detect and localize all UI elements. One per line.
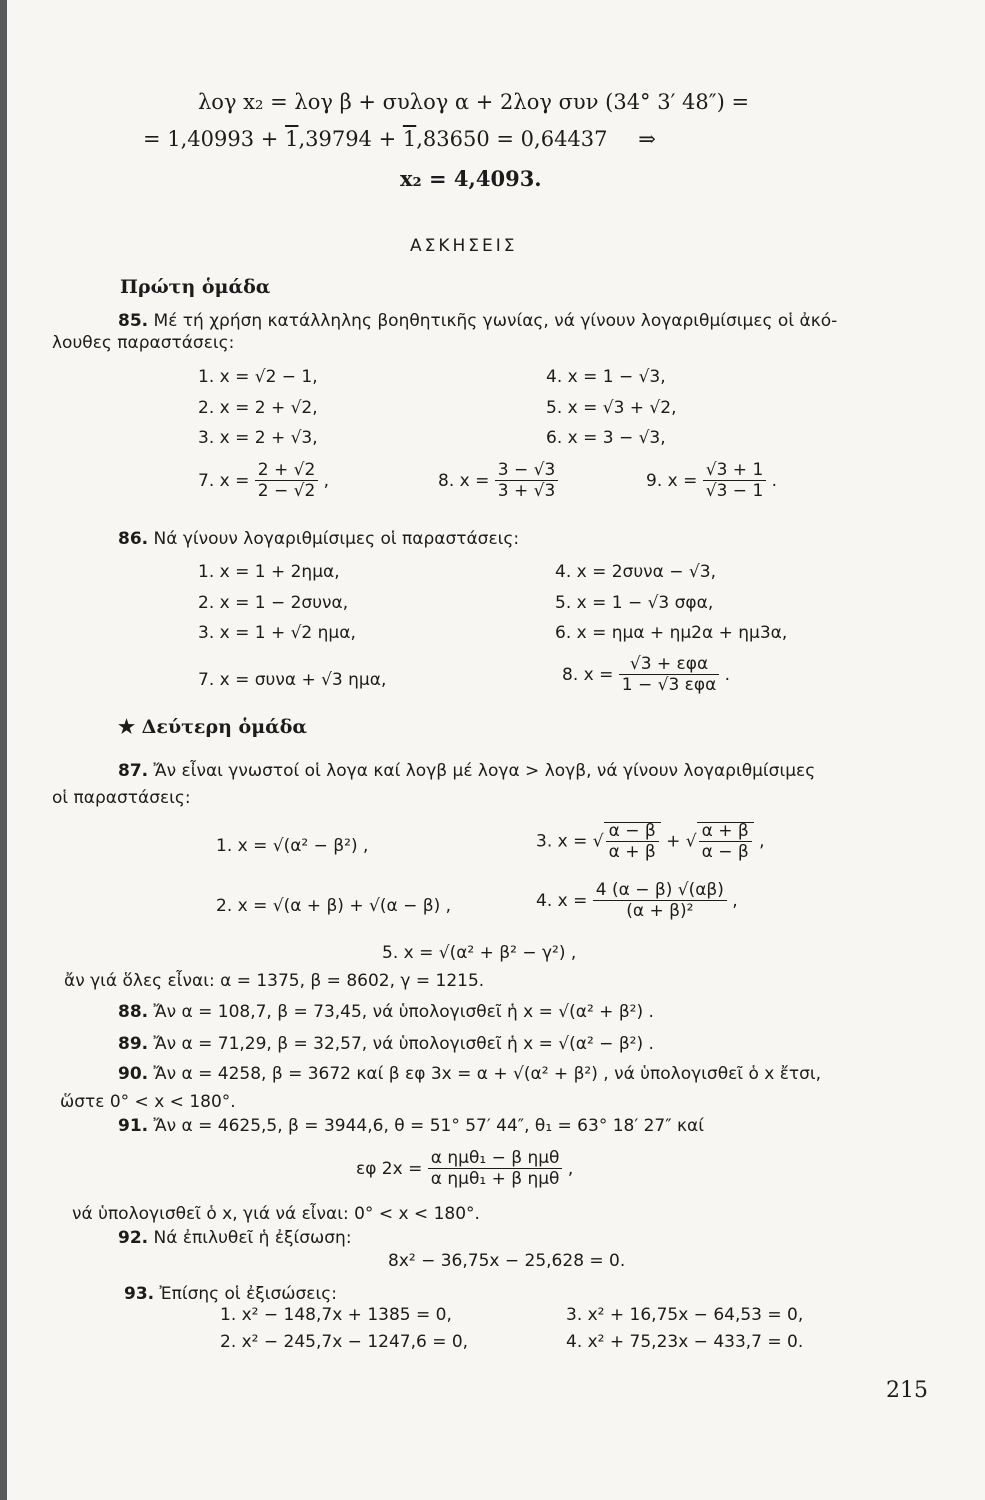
- ex86-item-3: 3. x = 1 + √2 ημα,: [198, 623, 356, 643]
- implies-arrow: ⇒: [638, 127, 656, 151]
- intro-line-2: = 1,40993 + 1,39794 + 1,83650 = 0,64437 ⇒: [143, 127, 656, 151]
- ex85-item-9: 9. x = $\frac{√3 + 1}{√3 - 1}$ .: [646, 460, 778, 501]
- ex85-item-6: 6. x = 3 − √3,: [546, 428, 666, 448]
- ex85-item-7: 7. x = $\frac{2 + √2}{2 - √2}$ ,: [198, 460, 330, 501]
- exercise-86-text: 86. Νά γίνουν λογαριθμίσιμες οἱ παραστάσεις:: [118, 529, 520, 549]
- exercise-93-text: 93. Ἐπίσης οἱ ἐξισώσεις:: [124, 1284, 337, 1304]
- exercise-90-text: 90. Ἄν α = 4258, β = 3672 καί β εφ 3x = α + √(α² + β²) , νά ὑπολογισθεῖ ὁ x ἔτσι,: [118, 1064, 822, 1084]
- exercise-88-text: 88. Ἄν α = 108,7, β = 73,45, νά ὑπολογισθεῖ ἡ x = √(α² + β²) .: [118, 1002, 654, 1022]
- exercise-85-text: 85. Μέ τή χρήση κατάλληλης βοηθητικῆς γωνίας, νά γίνουν λογαριθμίσιμες οἱ ἀκό-: [118, 311, 838, 331]
- ex85-item-1: 1. x = √2 − 1,: [198, 367, 318, 387]
- ex87-item-2: 2. x = √(α + β) + √(α − β) ,: [216, 896, 452, 916]
- exercise-90-text-cont: ὥστε 0° < x < 180°.: [60, 1092, 236, 1112]
- page-number: 215: [886, 1378, 928, 1403]
- ex86-item-8: 8. x = $\frac{\text{√3 + εφα}}{\text{1 − √3 εφα}}$ .: [562, 654, 731, 695]
- ex86-item-2: 2. x = 1 − 2συνα,: [198, 593, 349, 613]
- ex86-item-6: 6. x = ημα + ημ2α + ημ3α,: [555, 623, 788, 643]
- exercise-92-text: 92. Νά ἐπιλυθεῖ ἡ ἐξίσωση:: [118, 1228, 352, 1248]
- intro-result: x₂ = 4,4093.: [400, 166, 542, 191]
- exercise-91-text: 91. Ἄν α = 4625,5, β = 3944,6, θ = 51° 57′ 44″, θ₁ = 63° 18′ 27″ καί: [118, 1116, 704, 1136]
- ex92-equation: 8x² − 36,75x − 25,628 = 0.: [388, 1251, 626, 1271]
- exercise-85-text-cont: λουθες παραστάσεις:: [52, 333, 235, 353]
- ex93-equation-2: 2. x² − 245,7x − 1247,6 = 0,: [220, 1332, 469, 1352]
- page-binding-edge: [0, 0, 7, 1500]
- ex93-equation-3: 3. x² + 16,75x − 64,53 = 0,: [566, 1305, 804, 1325]
- exercise-91-text-cont: νά ὑπολογισθεῖ ὁ x, γιά νά εἶναι: 0° < x < 180°.: [72, 1204, 480, 1224]
- section-title: ΑΣΚΗΣΕΙΣ: [410, 236, 518, 256]
- ex86-item-7: 7. x = συνα + √3 ημα,: [198, 670, 387, 690]
- ex87-item-4: 4. x = $\frac{4 (\alpha - \beta) √(\alpha\beta)}{\text{(α + β)²}}$ ,: [536, 880, 738, 921]
- exercise-87-text-cont: οἱ παραστάσεις:: [52, 788, 191, 808]
- ex86-item-4: 4. x = 2συνα − √3,: [555, 562, 716, 582]
- ex86-item-1: 1. x = 1 + 2ημα,: [198, 562, 340, 582]
- ex87-item-5: 5. x = √(α² + β² − γ²) ,: [382, 943, 577, 963]
- ex86-item-5: 5. x = 1 − √3 σφα,: [555, 593, 714, 613]
- exercise-89-text: 89. Ἄν α = 71,29, β = 32,57, νά ὑπολογισθεῖ ἡ x = √(α² − β²) .: [118, 1034, 654, 1054]
- ex85-item-5: 5. x = √3 + √2,: [546, 398, 677, 418]
- group-1-title: Πρώτη ὁμάδα: [120, 276, 271, 298]
- group-2-title: ★ Δεύτερη ὁμάδα: [118, 716, 308, 738]
- ex93-equation-4: 4. x² + 75,23x − 433,7 = 0.: [566, 1332, 804, 1352]
- ex87-values: ἄν γιά ὅλες εἶναι: α = 1375, β = 8602, γ = 1215.: [64, 971, 485, 991]
- ex91-equation: εφ 2x = $\frac{\text{α ημθ₁ − β ημθ}}{\text{α ημθ₁ + β ημθ}}$ ,: [356, 1148, 574, 1189]
- ex85-item-2: 2. x = 2 + √2,: [198, 398, 318, 418]
- star-icon: ★: [118, 716, 136, 738]
- ex85-item-8: 8. x = $\frac{3 - √3}{3 + √3}$: [438, 462, 558, 500]
- ex85-item-4: 4. x = 1 − √3,: [546, 367, 666, 387]
- exercise-87-text: 87. Ἄν εἶναι γνωστοί οἱ λογα καί λογβ μέ λογα > λογβ, νά γίνουν λογαριθμίσιμες: [118, 761, 816, 781]
- ex87-item-3: 3. x = √ $\frac{\alpha - \beta}{\alpha + \beta}$ + √ $\frac{\alpha + \beta}{\alpha - \beta}$ ,: [536, 821, 765, 862]
- ex85-item-3: 3. x = 2 + √3,: [198, 428, 318, 448]
- ex93-equation-1: 1. x² − 148,7x + 1385 = 0,: [220, 1305, 452, 1325]
- ex87-item-1: 1. x = √(α² − β²) ,: [216, 836, 369, 856]
- intro-line-1: λογ x₂ = λογ β + συλογ α + 2λογ συν (34° 3′ 48″) =: [198, 90, 750, 114]
